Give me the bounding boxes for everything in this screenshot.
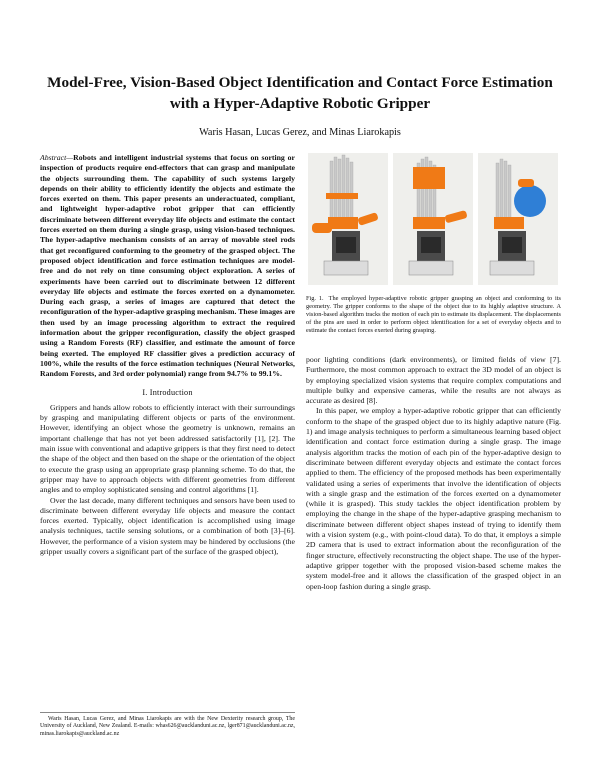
right-paragraph-1: poor lighting conditions (dark environments), or limited fields of view [7]. Furthermore, the most common approach to extract the 3D model of an object is by employing specialized vision systems that require complex computations and multiple bulky and expensive cameras, while the results are not always as accurate as desired [8]. xyxy=(306,355,561,406)
gripper-photo-2 xyxy=(393,153,473,285)
abstract-dash: — xyxy=(66,153,74,162)
figure-panel-middle xyxy=(393,153,473,285)
right-body-text xyxy=(306,355,561,592)
intro-paragraph-2: Over the last decade, many different techniques and sensors have been used to discriminate between different everyday life objects and measure the contact forces exerted. Typically, object identification is accomplished using image analysis techniques, tactile sensing solutions, or a combination of both [3]–[6]. However, the performance of a vision system may be hindered by occlusions (the gripper usually covers a significant part of the surface of the grasped object), xyxy=(40,495,295,556)
gripper-photo-1 xyxy=(308,153,388,285)
abstract xyxy=(40,153,295,380)
right-column xyxy=(306,153,561,592)
abstract-text: Robots and intelligent industrial systems that focus on sorting or inspection of products require end-effectors that can grasp and manipulate the objects surrounding them. The capability of such systems largely depends on their ability to efficiently identify the objects and estimate the forces exerted on them. This paper presents an underactuated, compliant, and lightweight hyper-adaptive robot gripper that can efficiently discriminate between different everyday life objects and estimate the contact forces exerted on them during a single grasp, using vision-based techniques. The hyper-adaptive mechanism consists of an array of movable steel rods that get reconfigured conforming to the geometry of the grasped object. The proposed object identification and force estimation techniques are model-free and do not rely on time consuming object exploration. A series of experiments have been carried out to discriminate between 12 different everyday life objects and estimate the forces exerted on a dynamometer. During each grasp, a series of images are captured that detect the reconfiguration of the hyper-adaptive grasping mechanism. These images are then used by an image processing algorithm to extract the required information about the gripper reconfiguration, classify the object grasped using a Random Forests (RF) classifier, and estimate the amount of force being exerted. The employed RF classifier gives a prediction accuracy of 100%, while the results of the force estimation techniques (Neural Networks, Random Forests, and 3rd order polynomial) range from 94.7% to 99.1%. xyxy=(40,153,295,379)
intro-paragraph-1: Grippers and hands allow robots to efficiently interact with their surroundings by grasping and manipulating different objects or parts of the environment. However, identifying an object whose the geometry is unknown, remains an important challenge that has not yet been addressed satisfactorily [1], [2]. The main issue with conventional and adaptive grippers is that they first need to detect the shape of the object and then based on the shape or the orientation of the object to execute the grasp using an appropriate grasp planning scheme. To do that, the gripper may have to approach objects with different geometries from different angles and to employ sophisticated sensing and control algorithms [1]. xyxy=(40,402,295,495)
figure-label: Fig. 1. xyxy=(306,295,324,302)
author-footnote xyxy=(40,712,295,738)
author-list: Waris Hasan, Lucas Gerez, and Minas Liarokapis xyxy=(199,127,401,138)
section-heading-introduction: I. Introduction xyxy=(142,387,193,397)
figure-1-caption xyxy=(306,295,561,335)
abstract-label: Abstract xyxy=(40,153,67,162)
paper-title: Model-Free, Vision-Based Object Identification and Contact Force Estimation with a Hyper-Adaptive Robotic Gripper xyxy=(47,74,553,112)
footnote-text: Waris Hasan, Lucas Gerez, and Minas Liarokapis are with the New Dexterity research group, The University of Auckland, New Zealand. E-mails: whas626@aucklanduni.ac.nz, lger871@aucklanduni.ac.nz, minas.liarokapis@auckland.ac.nz xyxy=(40,716,295,737)
figure-panel-left xyxy=(308,153,388,285)
figure-panel-right xyxy=(478,153,558,285)
right-paragraph-2: In this paper, we employ a hyper-adaptive robotic gripper that can efficiently conform to the shape of the grasped object due to its highly adaptive nature (Fig. 1) and image analysis techniques to perform a simultaneous learning based object identification and contact force estimation during a single grasp. The image analysis algorithm tracks the motion of each pin of the hyper-adaptive design to discriminate between different everyday objects and estimate the contact forces applied to them. The efficiency of the proposed methods has been experimentally validated using a series of experiments that involve the identification of objects with a single grasp and the estimation of the forces exerted on a dynamometer (while it is grasped). This study tackles the object identification problem by employing the change in the shape of the hyper-adaptive grasping mechanism to discriminate between different object shapes instead of trying to identify them with a vision system (e.g., with point-cloud data). To do that, it employs a simple 2D camera that is used to extract information about the reconfiguration of the finger structure, effectively reconstructing the object shape. The use of the hyper-adaptive gripper together with the proposed vision-based scheme makes the system model-free and it allows the classification of the grasped object in an open-loop fashion during a single grasp. xyxy=(306,406,561,591)
figure-1-images xyxy=(306,153,561,285)
gripper-photo-3 xyxy=(478,153,558,285)
left-column xyxy=(40,153,295,557)
figure-caption-text: The employed hyper-adaptive robotic gripper grasping an object and conforming to its geometry. The gripper conforms to the shape of the object due to its highly adaptive structure. A vision-based algorithm tracks the motion of each pin to estimate its displacement. The displacements of the pins are used in order to perform object identification for a set of everyday objects and to estimate the contact forces exerted during grasping. xyxy=(306,295,561,334)
